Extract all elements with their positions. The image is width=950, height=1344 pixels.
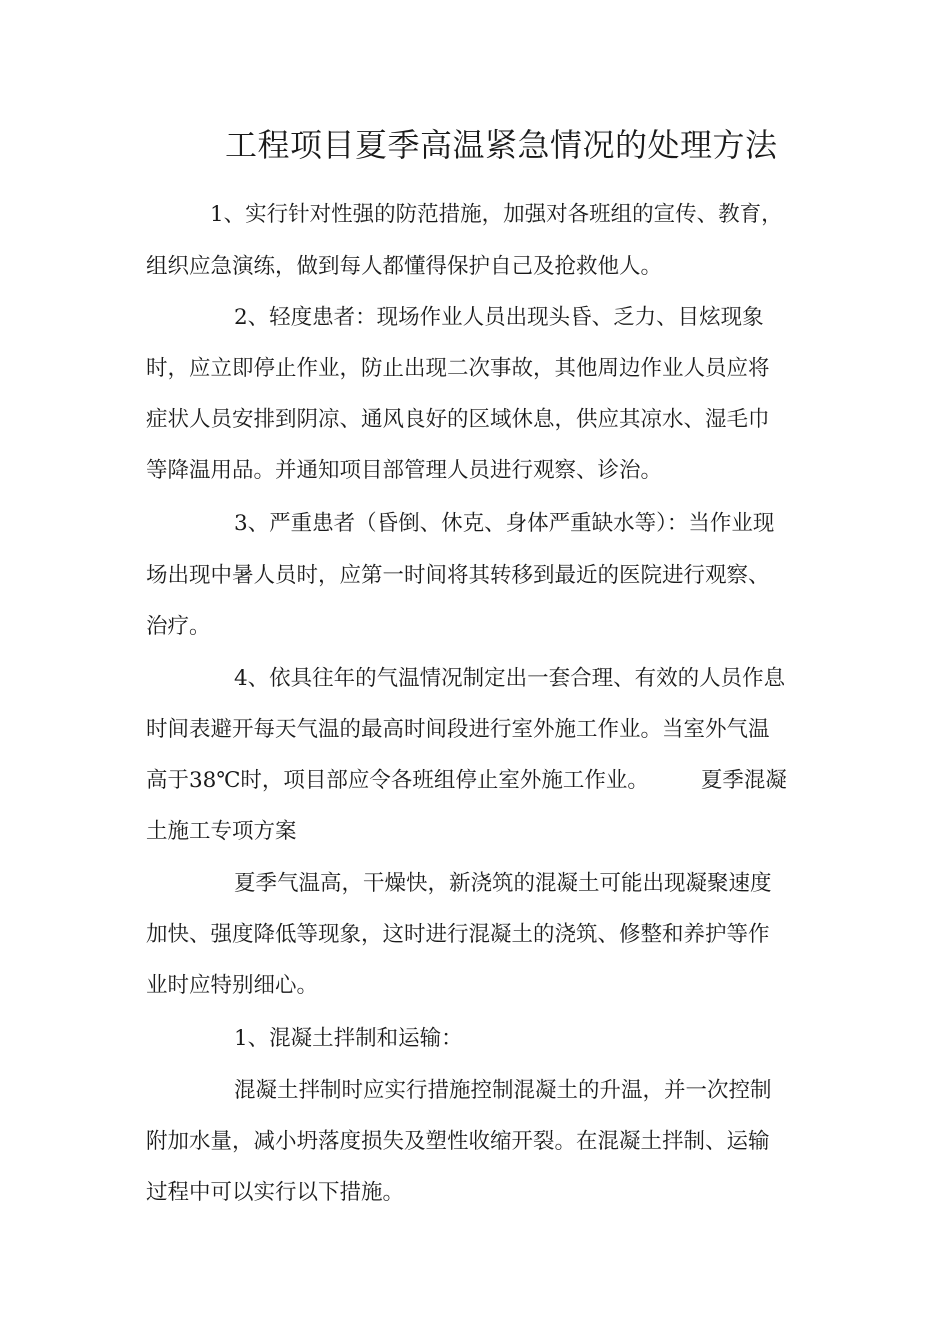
subsection-heading: 1、混凝土拌制和运输： <box>234 1026 463 1051</box>
paragraph-line: 过程中可以实行以下措施。 <box>146 1180 405 1205</box>
document-title: 工程项目夏季高温紧急情况的处理方法 <box>225 126 778 164</box>
line-text: 夏季混凝 <box>700 768 787 793</box>
paragraph-line: 混凝土拌制时应实行措施控制混凝土的升温，并一次控制 <box>234 1078 772 1103</box>
paragraph-line: 4、依具往年的气温情况制定出一套合理、有效的人员作息 <box>234 666 786 691</box>
paragraph-line <box>146 766 787 796</box>
paragraph-line: 治疗。 <box>146 614 211 639</box>
paragraph-line: 2、轻度患者：现场作业人员出现头昏、乏力、目炫现象 <box>234 305 764 330</box>
paragraph-line: 3、严重患者（昏倒、休克、身体严重缺水等）：当作业现 <box>234 511 775 536</box>
paragraph-line: 时间表避开每天气温的最高时间段进行室外施工作业。当室外气温 <box>146 717 770 742</box>
paragraph-line: 业时应特别细心。 <box>146 973 319 998</box>
paragraph-line: 场出现中暑人员时，应第一时间将其转移到最近的医院进行观察、 <box>146 563 770 588</box>
paragraph-line: 等降温用品。并通知项目部管理人员进行观察、诊治。 <box>146 458 663 483</box>
section-heading: 土施工专项方案 <box>146 819 297 844</box>
paragraph-line: 加快、强度降低等现象，这时进行混凝土的浇筑、修整和养护等作 <box>146 922 770 947</box>
paragraph-line: 症状人员安排到阴凉、通风良好的区域休息，供应其凉水、湿毛巾 <box>146 407 770 432</box>
paragraph-line: 夏季气温高，干燥快，新浇筑的混凝土可能出现凝聚速度 <box>234 871 772 896</box>
paragraph-line: 时，应立即停止作业，防止出现二次事故，其他周边作业人员应将 <box>146 356 770 381</box>
paragraph-line: 附加水量，减小坍落度损失及塑性收缩开裂。在混凝土拌制、运输 <box>146 1129 770 1154</box>
line-text: 高于38℃时，项目部应令各班组停止室外施工作业。 <box>146 768 649 793</box>
paragraph-line: 1、实行针对性强的防范措施，加强对各班组的宣传、教育， <box>210 202 783 227</box>
paragraph-line: 组织应急演练，做到每人都懂得保护自己及抢救他人。 <box>146 254 663 279</box>
